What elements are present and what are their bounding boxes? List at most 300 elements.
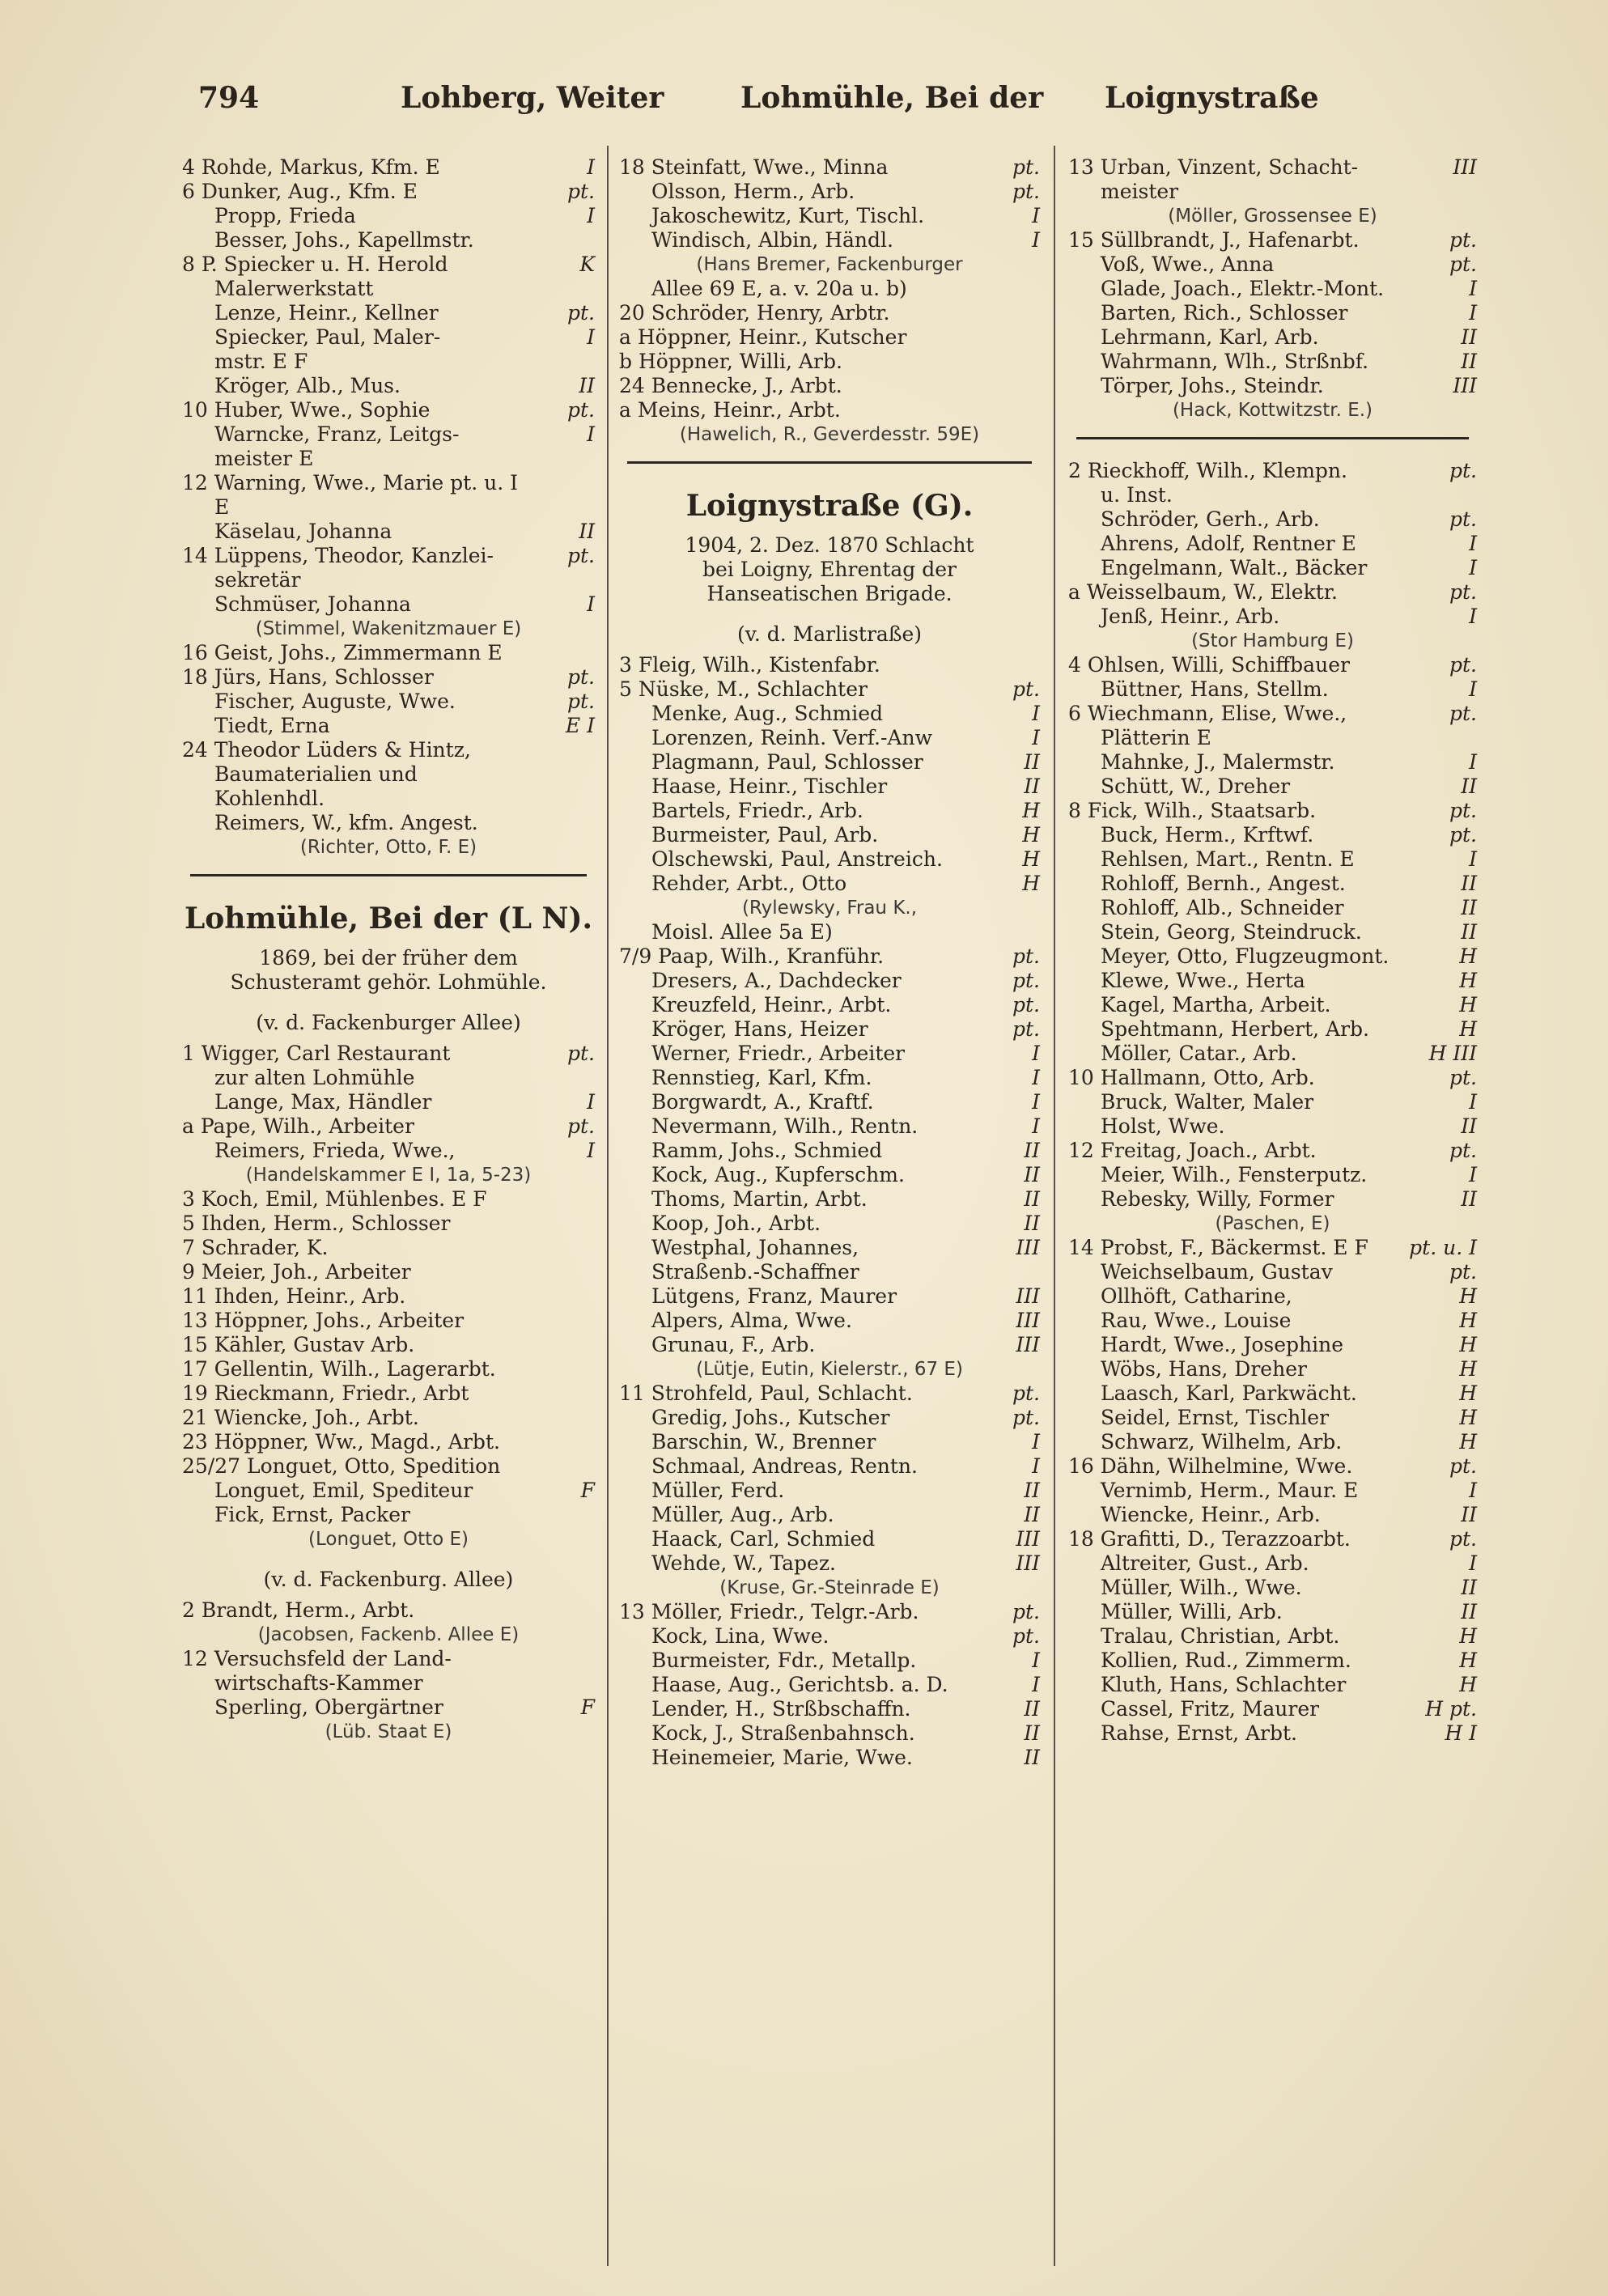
entry-text: 1 Wigger, Carl Restaurant: [182, 1042, 451, 1065]
entry-text: Ramm, Johs., Schmied: [651, 1139, 883, 1162]
directory-entry: [182, 1333, 595, 1357]
entry-text: 8 P. Spiecker u. H. Herold: [182, 253, 448, 276]
entry-text: Baumaterialien und: [214, 762, 418, 786]
directory-entry: [619, 944, 1040, 969]
directory-entry: [619, 325, 1040, 350]
entry-text: meister E: [214, 447, 314, 470]
directory-entry: [182, 1139, 595, 1163]
directory-entry: [619, 993, 1040, 1017]
entry-text: Warncke, Franz, Leitgs-: [214, 422, 460, 446]
directory-entry: [1068, 993, 1477, 1017]
directory-entry: [1068, 1212, 1477, 1236]
floor-marker: II: [1461, 350, 1477, 373]
floor-marker: III: [1016, 1309, 1040, 1332]
floor-marker: pt.: [1012, 993, 1040, 1016]
entry-text: Kock, J., Straßenbahnsch.: [651, 1721, 915, 1745]
entry-text: 2 Rieckhoff, Wilh., Klempn.: [1068, 459, 1347, 482]
floor-marker: III: [1016, 1236, 1040, 1259]
entry-text: Stein, Georg, Steindruck.: [1101, 920, 1362, 944]
directory-entry: [1068, 180, 1477, 204]
entry-text: 8 Fick, Wilh., Staatsarb.: [1068, 799, 1317, 822]
directory-entry: [182, 1430, 595, 1454]
entry-text: sekretär: [214, 568, 301, 592]
entry-text: a Weisselbaum, W., Elektr.: [1068, 580, 1338, 604]
directory-entry: [182, 1695, 595, 1720]
entry-text: Menke, Aug., Schmied: [651, 702, 884, 725]
floor-marker: K: [579, 253, 595, 276]
entry-text: Barten, Rich., Schlosser: [1101, 301, 1348, 325]
floor-marker: pt.: [1449, 580, 1477, 604]
floor-marker: H: [1022, 847, 1040, 871]
column-divider-2: [1054, 146, 1055, 2266]
floor-marker: I: [1032, 1042, 1040, 1065]
directory-entry: [619, 301, 1040, 325]
floor-marker: I: [1032, 702, 1040, 725]
directory-entry: [1068, 1333, 1477, 1357]
directory-entry: [1068, 483, 1477, 507]
directory-entry: [1068, 944, 1477, 969]
directory-entry: [182, 762, 595, 787]
directory-entry: [1068, 1163, 1477, 1187]
floor-marker: I: [587, 422, 595, 446]
entry-text: Kreuzfeld, Heinr., Arbt.: [651, 993, 892, 1016]
entry-text: Kollien, Rud., Zimmerm.: [1101, 1649, 1351, 1672]
entry-text: Lange, Max, Händler: [214, 1090, 432, 1114]
entry-text: Schütt, W., Dreher: [1101, 775, 1291, 798]
entry-text: 4 Rohde, Markus, Kfm. E: [182, 155, 440, 179]
directory-entry: [1068, 253, 1477, 277]
floor-marker: pt.: [567, 544, 595, 567]
floor-marker: I: [1469, 1479, 1477, 1502]
entry-text: Rehder, Arbt., Otto: [651, 872, 847, 895]
directory-entry: [182, 1284, 595, 1309]
floor-marker: II: [1024, 1503, 1040, 1526]
directory-entry: [1068, 1017, 1477, 1042]
entry-text: 13 Urban, Vinzent, Schacht-: [1068, 155, 1359, 179]
directory-entry: [1068, 872, 1477, 896]
column-3: [1068, 155, 1477, 1746]
directory-entry: [619, 1697, 1040, 1721]
directory-entry: [1068, 1260, 1477, 1284]
directory-entry: [1068, 1697, 1477, 1721]
floor-marker: I: [1032, 726, 1040, 749]
directory-entry: [619, 1746, 1040, 1770]
directory-entry: [1068, 507, 1477, 532]
entry-text: Rahse, Ernst, Arbt.: [1101, 1721, 1297, 1745]
directory-entry: [1068, 580, 1477, 605]
column-2: [619, 155, 1040, 1770]
entry-text: Lehrmann, Karl, Arb.: [1101, 325, 1319, 349]
entry-text: (Longuet, Otto E): [308, 1529, 469, 1550]
entry-text: 24 Bennecke, J., Arbt.: [619, 374, 842, 397]
running-header: [198, 81, 1469, 129]
entry-text: 18 Steinfatt, Wwe., Minna: [619, 155, 889, 179]
entry-text: u. Inst.: [1101, 483, 1173, 507]
directory-entry: [1068, 374, 1477, 398]
floor-marker: I: [1469, 277, 1477, 300]
entry-text: Schröder, Gerh., Arb.: [1101, 507, 1320, 531]
entry-text: Hardt, Wwe., Josephine: [1101, 1333, 1344, 1356]
entry-text: 23 Höppner, Ww., Magd., Arbt.: [182, 1430, 500, 1454]
entry-text: (Richter, Otto, F. E): [299, 837, 477, 858]
directory-entry: [619, 1454, 1040, 1479]
directory-entry: [182, 811, 595, 835]
directory-entry: [619, 155, 1040, 180]
directory-entry: [619, 228, 1040, 253]
floor-marker: III: [1016, 1527, 1040, 1551]
entry-text: Fick, Ernst, Packer: [214, 1503, 410, 1526]
directory-entry: [1068, 1600, 1477, 1624]
entry-text: Seidel, Ernst, Tischler: [1101, 1406, 1330, 1429]
entry-text: a Pape, Wilh., Arbeiter: [182, 1114, 414, 1138]
directory-entry: [619, 653, 1040, 677]
floor-marker: H: [1459, 993, 1477, 1016]
directory-entry: [619, 204, 1040, 228]
entry-text: Bartels, Friedr., Arb.: [651, 799, 863, 822]
floor-marker: II: [1024, 1163, 1040, 1186]
entry-text: Müller, Wilh., Wwe.: [1101, 1576, 1302, 1599]
directory-entry: [619, 1624, 1040, 1649]
entry-text: E: [214, 495, 230, 519]
entry-text: (Hawelich, R., Geverdesstr. 59E): [679, 424, 980, 445]
entry-text: Straßenb.-Schaffner: [651, 1260, 859, 1284]
entry-text: 24 Theodor Lüders & Hintz,: [182, 738, 471, 762]
directory-entry: [182, 471, 595, 495]
directory-entry: [1068, 677, 1477, 702]
floor-marker: pt.: [1449, 1454, 1477, 1478]
directory-entry: [1068, 1406, 1477, 1430]
directory-entry: [619, 1503, 1040, 1527]
floor-marker: H: [1459, 1309, 1477, 1332]
entry-text: Westphal, Johannes,: [651, 1236, 859, 1259]
floor-marker: III: [1016, 1284, 1040, 1308]
directory-entry: [1068, 1187, 1477, 1212]
directory-entry: [182, 204, 595, 228]
entry-text: Haase, Heinr., Tischler: [651, 775, 888, 798]
directory-entry: [619, 1721, 1040, 1746]
directory-entry: [1068, 556, 1477, 580]
floor-marker: E I: [565, 714, 595, 737]
entry-text: 4 Ohlsen, Willi, Schiffbauer: [1068, 653, 1350, 677]
floor-marker: pt.: [1012, 1017, 1040, 1041]
directory-entry: [1068, 896, 1477, 920]
directory-entry: [1068, 1309, 1477, 1333]
directory-entry: [182, 617, 595, 641]
entry-text: 9 Meier, Joh., Arbeiter: [182, 1260, 411, 1284]
entry-text: 20 Schröder, Henry, Arbtr.: [619, 301, 890, 325]
directory-entry: [1068, 277, 1477, 301]
floor-marker: pt.: [567, 301, 595, 325]
floor-marker: I: [587, 204, 595, 227]
directory-entry: [1068, 1236, 1477, 1260]
entry-text: Rohloff, Bernh., Angest.: [1101, 872, 1346, 895]
floor-marker: I: [1469, 847, 1477, 871]
directory-entry: [1068, 301, 1477, 325]
directory-entry: [182, 1260, 595, 1284]
floor-marker: H: [1459, 1624, 1477, 1648]
floor-marker: pt.: [1449, 228, 1477, 252]
floor-marker: H pt.: [1425, 1697, 1477, 1721]
floor-marker: II: [1461, 775, 1477, 798]
section-rule: [1076, 437, 1469, 439]
entry-text: (Rylewsky, Frau K.,: [741, 898, 918, 919]
entry-text: Altreiter, Gust., Arb.: [1101, 1551, 1309, 1575]
directory-entry: [182, 398, 595, 422]
floor-marker: H: [1459, 969, 1477, 992]
directory-entry: [182, 1406, 595, 1430]
entry-text: Thoms, Martin, Arbt.: [651, 1187, 868, 1211]
directory-entry: [619, 1333, 1040, 1357]
directory-entry: [619, 1066, 1040, 1090]
left-running-head: Lohberg, Weiter: [401, 81, 664, 115]
directory-entry: [619, 1600, 1040, 1624]
entry-text: Moisl. Allee 5a E): [651, 920, 833, 944]
loigny-continued-list: [1068, 155, 1477, 1746]
floor-marker: pt.: [567, 180, 595, 203]
directory-entry: [1068, 398, 1477, 422]
entry-text: Schwarz, Wilhelm, Arb.: [1101, 1430, 1343, 1454]
directory-entry: [619, 1139, 1040, 1163]
floor-marker: III: [1016, 1333, 1040, 1356]
floor-marker: I: [1469, 1163, 1477, 1186]
entry-text: 10 Hallmann, Otto, Arb.: [1068, 1066, 1315, 1089]
directory-entry: [619, 847, 1040, 872]
entry-text: Müller, Aug., Arb.: [651, 1503, 834, 1526]
directory-entry: [619, 1260, 1040, 1284]
floor-marker: I: [1469, 1551, 1477, 1575]
entry-text: a Höppner, Heinr., Kutscher: [619, 325, 907, 349]
entry-text: Schmüser, Johanna: [214, 592, 411, 616]
floor-marker: H: [1459, 1357, 1477, 1381]
entry-text: Olsson, Herm., Arb.: [651, 180, 855, 203]
entry-text: Laasch, Karl, Parkwächt.: [1101, 1381, 1357, 1405]
directory-entry: [1068, 1673, 1477, 1697]
floor-marker: pt.: [1012, 677, 1040, 701]
floor-marker: F: [580, 1479, 595, 1502]
directory-entry: [1068, 1721, 1477, 1746]
entry-text: 6 Wiechmann, Elise, Wwe.,: [1068, 702, 1347, 725]
entry-text: 5 Nüske, M., Schlachter: [619, 677, 868, 701]
entry-text: Lütgens, Franz, Maurer: [651, 1284, 897, 1308]
directory-entry: [182, 1720, 595, 1744]
floor-marker: pt.: [1449, 702, 1477, 725]
directory-entry: [1068, 920, 1477, 944]
floor-marker: H: [1459, 1430, 1477, 1454]
directory-entry: [619, 726, 1040, 750]
entry-text: Haase, Aug., Gerichtsb. a. D.: [651, 1673, 948, 1696]
directory-entry: [1068, 1042, 1477, 1066]
entry-text: Holst, Wwe.: [1101, 1114, 1225, 1138]
directory-entry: [619, 1042, 1040, 1066]
directory-entry: [1068, 653, 1477, 677]
directory-entry: [1068, 775, 1477, 799]
directory-entry: [1068, 799, 1477, 823]
directory-entry: [619, 799, 1040, 823]
entry-text: Rohloff, Alb., Schneider: [1101, 896, 1344, 919]
right-running-head: Loignystraße: [1105, 81, 1319, 115]
entry-text: wirtschafts-Kammer: [214, 1671, 423, 1695]
floor-marker: H: [1459, 1017, 1477, 1041]
directory-entry: [619, 1309, 1040, 1333]
floor-marker: I: [1469, 677, 1477, 701]
floor-marker: I: [587, 1139, 595, 1162]
entry-text: Wiencke, Heinr., Arb.: [1101, 1503, 1321, 1526]
entry-text: Fischer, Auguste, Wwe.: [214, 690, 456, 713]
directory-entry: [182, 835, 595, 859]
floor-marker: pt.: [1449, 823, 1477, 847]
entry-text: Windisch, Albin, Händl.: [651, 228, 893, 252]
floor-marker: pt.: [1012, 155, 1040, 179]
entry-text: Ahrens, Adolf, Rentner E: [1101, 532, 1356, 555]
entry-text: Heinemeier, Marie, Wwe.: [651, 1746, 913, 1769]
directory-entry: [619, 374, 1040, 398]
directory-entry: [1068, 847, 1477, 872]
floor-marker: I: [1032, 1430, 1040, 1454]
entry-text: 19 Rieckmann, Friedr., Arbt: [182, 1381, 469, 1405]
loigny-list: [619, 653, 1040, 1770]
section-rule: [190, 874, 587, 876]
entry-text: (Paschen, E): [1215, 1213, 1330, 1234]
center-running-head: Lohmühle, Bei der: [740, 81, 1044, 115]
floor-marker: pt.: [1449, 459, 1477, 482]
entry-text: Spehtmann, Herbert, Arb.: [1101, 1017, 1369, 1041]
entry-text: 14 Probst, F., Bäckermst. E F: [1068, 1236, 1368, 1259]
directory-entry: [619, 920, 1040, 944]
floor-marker: II: [579, 520, 595, 543]
directory-entry: [1068, 459, 1477, 483]
floor-marker: II: [1461, 1114, 1477, 1138]
directory-entry: [182, 277, 595, 301]
entry-text: Lenze, Heinr., Kellner: [214, 301, 439, 325]
entry-text: 10 Huber, Wwe., Sophie: [182, 398, 431, 422]
directory-entry: [1068, 1503, 1477, 1527]
entry-text: 16 Geist, Johs., Zimmermann E: [182, 641, 503, 664]
column-divider-1: [607, 146, 609, 2266]
entry-text: 3 Fleig, Wilh., Kistenfabr.: [619, 653, 880, 677]
directory-entry: [619, 969, 1040, 993]
entry-text: Cassel, Fritz, Maurer: [1101, 1697, 1320, 1721]
directory-entry: [619, 823, 1040, 847]
directory-entry: [619, 1381, 1040, 1406]
directory-entry: [1068, 1479, 1477, 1503]
floor-marker: pt.: [1449, 1139, 1477, 1162]
floor-marker: H: [1459, 1333, 1477, 1356]
directory-entry: [182, 422, 595, 447]
entry-text: Jenß, Heinr., Arb.: [1101, 605, 1280, 628]
entry-text: Vernimb, Herm., Maur. E: [1101, 1479, 1359, 1502]
entry-text: Plagmann, Paul, Schlosser: [651, 750, 923, 774]
entry-text: Wöbs, Hans, Dreher: [1101, 1357, 1307, 1381]
lohberg-continued-list: [182, 155, 595, 859]
directory-entry: [182, 155, 595, 180]
entry-text: Kohlenhdl.: [214, 787, 325, 810]
directory-entry: [619, 1017, 1040, 1042]
directory-entry: [1068, 204, 1477, 228]
floor-marker: II: [579, 374, 595, 397]
entry-text: Wahrmann, Wlh., Strßnbf.: [1101, 350, 1369, 373]
floor-marker: pt.: [1012, 180, 1040, 203]
directory-entry: [182, 787, 595, 811]
floor-marker: H: [1459, 1406, 1477, 1429]
entry-text: 18 Jürs, Hans, Schlosser: [182, 665, 434, 689]
entry-text: Sperling, Obergärtner: [214, 1695, 443, 1719]
directory-entry: [182, 1671, 595, 1695]
floor-marker: II: [1024, 750, 1040, 774]
floor-marker: pt.: [1012, 1624, 1040, 1648]
directory-entry: [619, 872, 1040, 896]
entry-text: (Hans Bremer, Fackenburger: [696, 254, 963, 275]
directory-entry: [619, 1236, 1040, 1260]
directory-entry: [1068, 532, 1477, 556]
floor-marker: pt.: [1012, 1406, 1040, 1429]
entry-text: Grunau, F., Arb.: [651, 1333, 816, 1356]
directory-entry: [1068, 350, 1477, 374]
floor-marker: I: [587, 155, 595, 179]
entry-text: Klewe, Wwe., Herta: [1101, 969, 1305, 992]
floor-marker: pt.: [567, 398, 595, 422]
directory-entry: [1068, 325, 1477, 350]
section-intro: 1904, 2. Dez. 1870 Schlacht: [685, 533, 974, 557]
floor-marker: II: [1024, 1212, 1040, 1235]
entry-text: Werner, Friedr., Arbeiter: [651, 1042, 906, 1065]
floor-marker: H I: [1445, 1721, 1477, 1745]
entry-text: Törper, Johs., Steindr.: [1101, 374, 1324, 397]
directory-entry: [619, 896, 1040, 920]
entry-text: 13 Höppner, Johs., Arbeiter: [182, 1309, 465, 1332]
entry-text: 17 Gellentin, Wilh., Lagerarbt.: [182, 1357, 496, 1381]
section-intro: 1869, bei der früher dem: [259, 946, 518, 970]
floor-marker: pt.: [567, 665, 595, 689]
directory-entry: [619, 1649, 1040, 1673]
entry-text: Möller, Catar., Arb.: [1101, 1042, 1297, 1065]
entry-text: Besser, Johs., Kapellmstr.: [214, 228, 474, 252]
floor-marker: II: [1024, 1697, 1040, 1721]
floor-marker: I: [1032, 228, 1040, 252]
floor-marker: II: [1024, 1187, 1040, 1211]
floor-marker: I: [587, 592, 595, 616]
floor-marker: I: [1032, 1066, 1040, 1089]
directory-entry: [619, 253, 1040, 277]
floor-marker: III: [1453, 374, 1477, 397]
entry-text: Kluth, Hans, Schlachter: [1101, 1673, 1347, 1696]
directory-entry: [1068, 1284, 1477, 1309]
directory-entry: [1068, 1551, 1477, 1576]
directory-entry: [619, 180, 1040, 204]
floor-marker: pt.: [1449, 799, 1477, 822]
entry-text: 15 Kähler, Gustav Arb.: [182, 1333, 415, 1356]
floor-marker: pt.: [1449, 253, 1477, 276]
floor-marker: H: [1022, 872, 1040, 895]
street-direction: (v. d. Fackenburger Allee): [256, 1011, 521, 1034]
entry-text: Rebesky, Willy, Former: [1101, 1187, 1334, 1211]
directory-entry: [182, 228, 595, 253]
directory-entry: [182, 665, 595, 690]
directory-entry: [182, 1236, 595, 1260]
directory-entry: [1068, 1624, 1477, 1649]
floor-marker: II: [1461, 920, 1477, 944]
directory-entry: [182, 1503, 595, 1527]
directory-entry: [1068, 1139, 1477, 1163]
entry-text: 6 Dunker, Aug., Kfm. E: [182, 180, 418, 203]
entry-text: Koop, Joh., Arbt.: [651, 1212, 821, 1235]
floor-marker: H: [1459, 1673, 1477, 1696]
directory-entry: [182, 301, 595, 325]
directory-entry: [1068, 1454, 1477, 1479]
entry-text: Longuet, Emil, Spediteur: [214, 1479, 473, 1502]
section-title-loigny: Loignystraße (G).: [685, 489, 974, 523]
entry-text: 7/9 Paap, Wilh., Kranführ.: [619, 944, 885, 968]
floor-marker: I: [1469, 750, 1477, 774]
